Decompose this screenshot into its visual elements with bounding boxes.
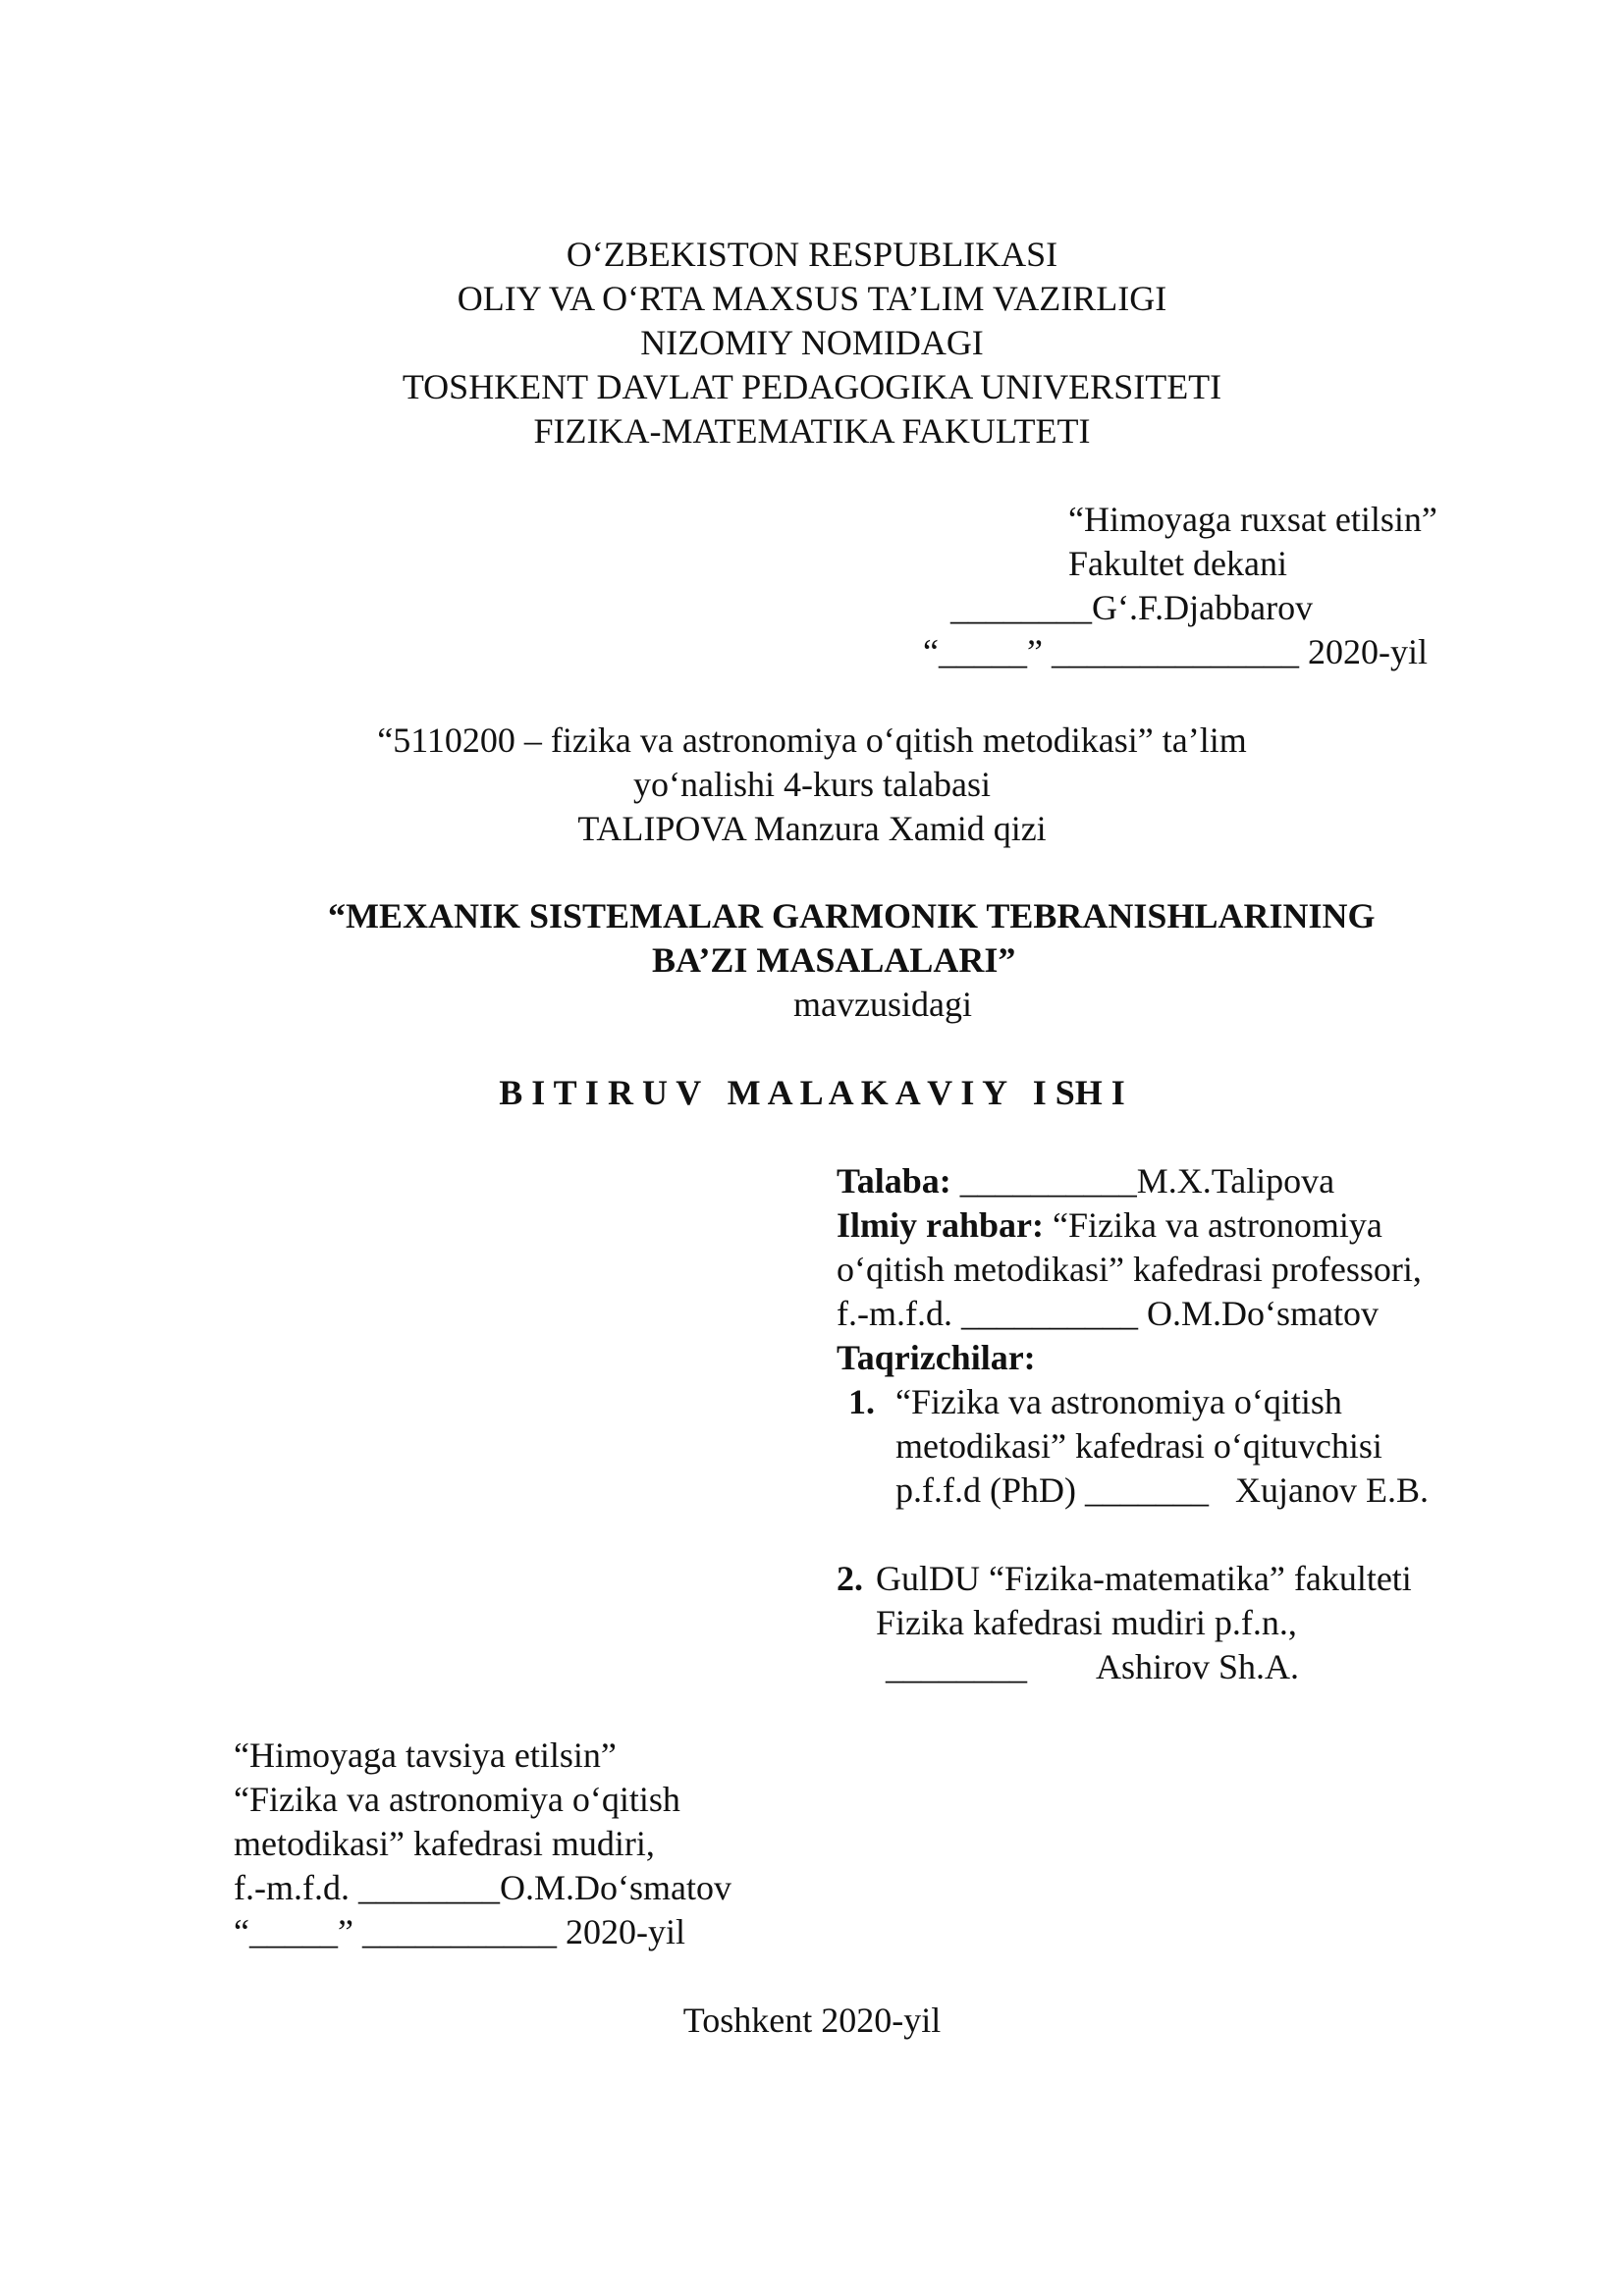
approval-title: “Himoyaga ruxsat etilsin” (1068, 500, 1437, 539)
reviewer-1-number: 1. (848, 1382, 875, 1421)
supervisor-name: O.M.Do‘smatov (1146, 1294, 1379, 1333)
supervisor-dept-2: o‘qitish metodikasi” kafedrasi professori, (837, 1250, 1422, 1289)
date-month-blank: ___________ (361, 1912, 557, 1951)
recommendation-title: “Himoyaga tavsiya etilsin” (234, 1735, 617, 1775)
header-ministry: OLIY VA O‘RTA MAXSUS TA’LIM VAZIRLIGI (457, 279, 1167, 318)
quote-open: “ (234, 1912, 249, 1951)
date-day-blank: _____ (938, 632, 1027, 671)
header-faculty: FIZIKA-MATEMATIKA FAKULTETI (533, 411, 1091, 451)
quote-close: ” (1026, 632, 1043, 671)
reviewer-1-dept-2: metodikasi” kafedrasi o‘qituvchisi (895, 1426, 1382, 1466)
recommendation-dept-2: metodikasi” kafedrasi mudiri, (234, 1824, 655, 1863)
header-country: O‘ZBEKISTON RESPUBLIKASI (566, 235, 1058, 274)
header-named-after: NIZOMIY NOMIDAGI (640, 323, 984, 362)
reviewer-1-signature-blank: _______ (1084, 1470, 1209, 1510)
reviewer-2-number: 2. (837, 1559, 863, 1598)
reviewer-2-name: Ashirov Sh.A. (1096, 1647, 1300, 1686)
supervisor-credit (837, 1203, 1382, 1248)
student-label: Talaba: (837, 1161, 951, 1201)
recommendation-dept-1: “Fizika va astronomiya o‘qitish (234, 1780, 680, 1819)
topic-line-2: BA’ZI MASALALARI” (652, 940, 1016, 980)
date-year: 2020-yil (565, 1912, 685, 1951)
supervisor-dept-1: “Fizika va astronomiya (1053, 1205, 1382, 1245)
student-fullname: TALIPOVA Manzura Xamid qizi (577, 809, 1047, 848)
dean-name: G‘.F.Djabbarov (1092, 588, 1314, 627)
reviewer-1-signature-line (895, 1468, 1429, 1513)
supervisor-signature-line (837, 1292, 1379, 1336)
date-day-blank: _____ (248, 1912, 338, 1951)
approval-date (923, 630, 1428, 674)
reviewer-1-degree: p.f.f.d (PhD) (895, 1470, 1076, 1510)
quote-close: ” (337, 1912, 353, 1951)
reviewer-2-dept-2: Fizika kafedrasi mudiri p.f.n., (876, 1603, 1297, 1642)
reviewer-2-dept-1: GulDU “Fizika-matematika” fakulteti (876, 1559, 1412, 1598)
reviewer-1-name: Xujanov E.B. (1234, 1470, 1429, 1510)
recommendation-signature-blank: ________ (357, 1868, 500, 1907)
dean-signature-line (950, 586, 1313, 630)
student-credit (837, 1159, 1334, 1203)
date-year: 2020-yil (1307, 632, 1428, 671)
reviewer-2-signature-line (886, 1645, 1299, 1689)
header-university: TOSHKENT DAVLAT PEDAGOGIKA UNIVERSITETI (402, 367, 1222, 406)
supervisor-label: Ilmiy rahbar: (837, 1205, 1044, 1245)
topic-line-1: “MEXANIK SISTEMALAR GARMONIK TEBRANISHLARINING (328, 896, 1376, 935)
work-type-title: B I T I R U V M A L A K A V I Y I SH I (499, 1073, 1125, 1112)
recommendation-date (234, 1910, 685, 1954)
supervisor-signature-blank: __________ (960, 1294, 1138, 1333)
topic-suffix: mavzusidagi (793, 985, 972, 1024)
date-month-blank: ______________ (1051, 632, 1299, 671)
place-and-year: Toshkent 2020-yil (682, 2001, 942, 2040)
supervisor-degree: f.-m.f.d. (837, 1294, 952, 1333)
quote-open: “ (923, 632, 939, 671)
reviewer-1-dept-1: “Fizika va astronomiya o‘qitish (895, 1382, 1342, 1421)
reviewers-label: Taqrizchilar: (837, 1338, 1036, 1377)
signature-blank: ________ (950, 588, 1092, 627)
student-signature-blank: __________ (959, 1161, 1137, 1201)
student-short-name: M.X.Talipova (1136, 1161, 1335, 1201)
recommendation-signature-line (234, 1866, 731, 1910)
approval-role: Fakultet dekani (1068, 544, 1287, 583)
specialty-line: “5110200 – fizika va astronomiya o‘qitish metodikasi” ta’lim (377, 721, 1247, 760)
recommendation-name: O.M.Do‘smatov (499, 1868, 731, 1907)
course-line: yo‘nalishi 4-kurs talabasi (633, 765, 991, 804)
recommendation-degree: f.-m.f.d. (234, 1868, 350, 1907)
reviewer-2-signature-blank: ________ (886, 1647, 1027, 1686)
